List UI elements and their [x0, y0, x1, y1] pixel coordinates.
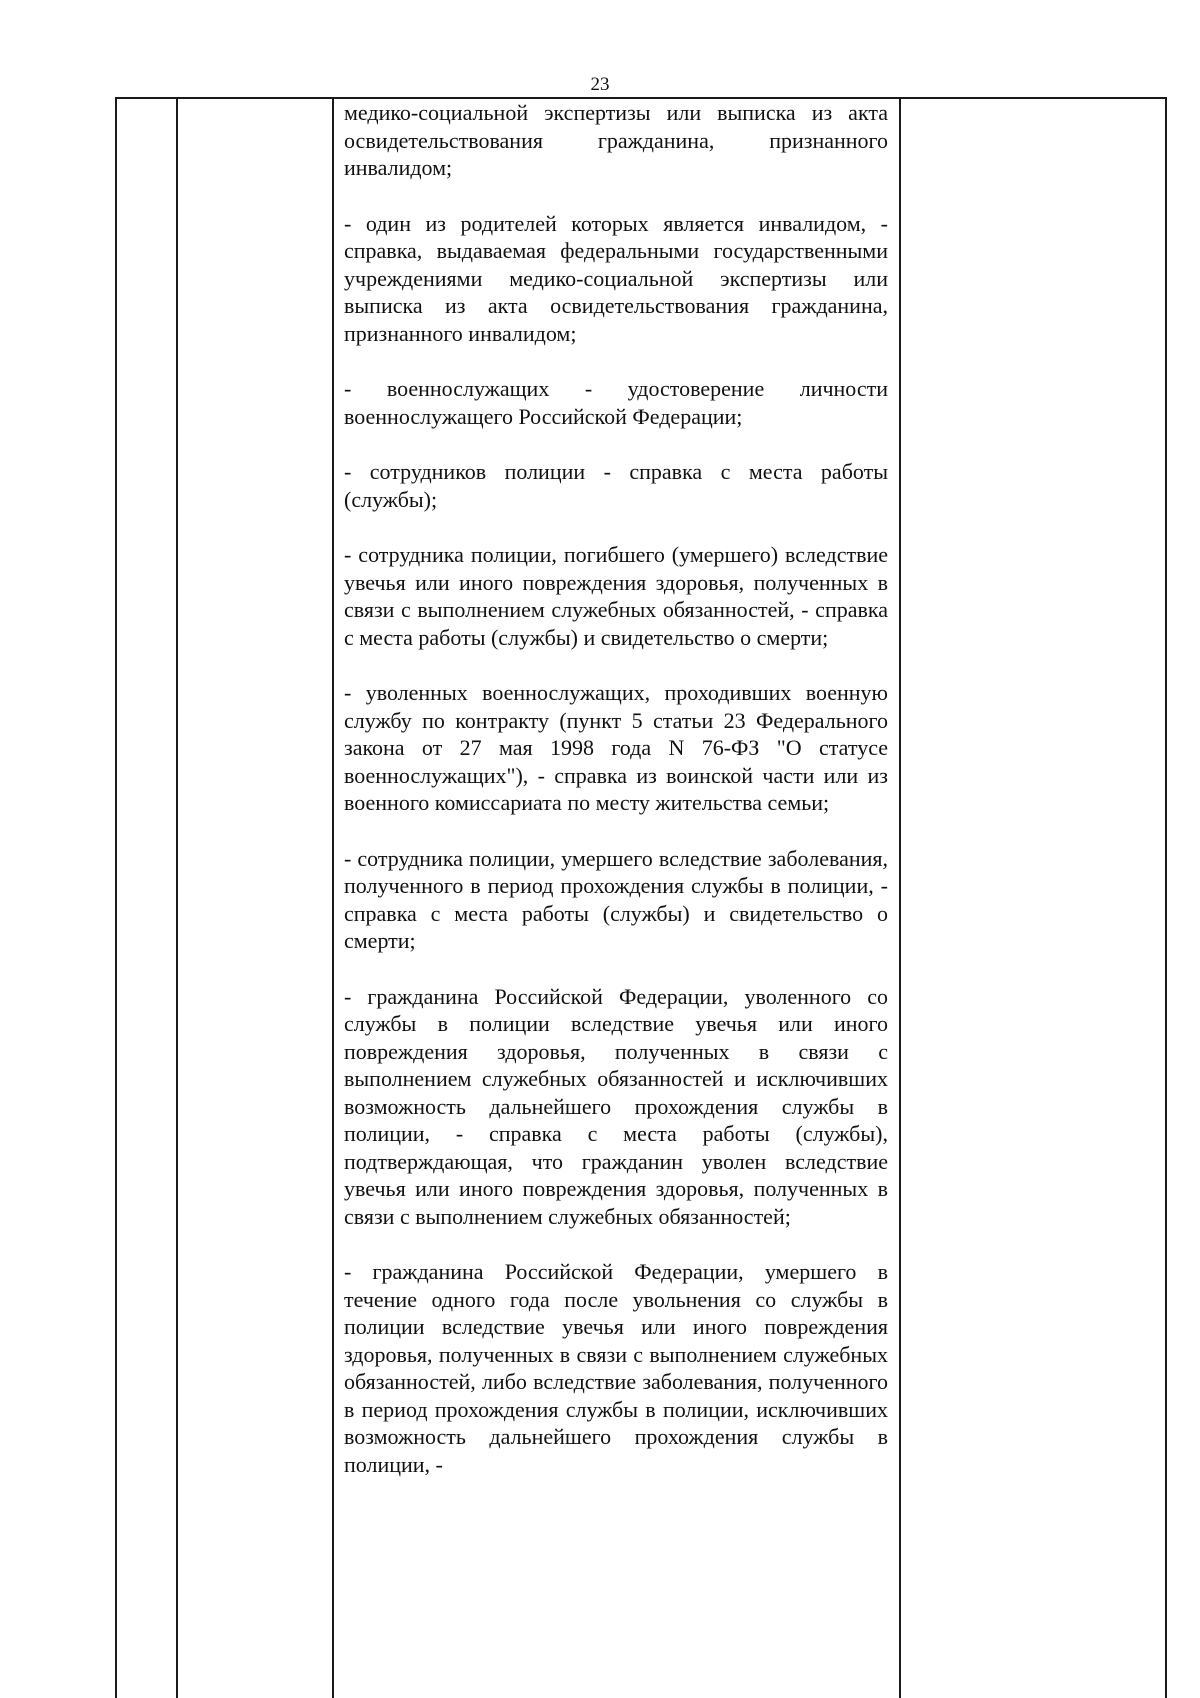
page-number: 23 — [590, 74, 610, 95]
paragraph: - военнослужащих - удостоверение личности военнослужащего Российской Федерации; — [344, 376, 888, 429]
table-column-border-3 — [332, 97, 334, 1698]
table-column-border-4 — [899, 97, 901, 1698]
paragraph: - сотрудника полиции, погибшего (умершего) вследствие увечья или иного повреждения здоровья, полученных в связи с выполнением служебных обязанностей, - справка с места работы (службы) и свидетельство о смерти; — [344, 542, 888, 650]
table-column-border-5 — [1165, 97, 1167, 1698]
paragraph: - уволенных военнослужащих, проходивших военную службу по контракту (пункт 5 статьи 23 Федерального закона от 27 мая 1998 года N 76-ФЗ "О статусе военнослужащих"), - справка из воинской части или из военного комиссариата по месту жительства семьи; — [344, 680, 888, 815]
paragraph: - гражданина Российской Федерации, умершего в течение одного года после увольнения со службы в полиции вследствие увечья или иного повреждения здоровья, полученных в связи с выполнением служебных обязанностей, либо вследствие заболевания, полученного в период прохождения службы в полиции, исключивших возможность дальнейшего прохождения службы в полиции, - — [344, 1259, 888, 1477]
paragraph: - гражданина Российской Федерации, уволенного со службы в полиции вследствие увечья или иного повреждения здоровья, полученных в связи с выполнением служебных обязанностей и исключивших возможность дальнейшего прохождения службы в полиции, - справка с места работы (службы), подтверждающая, что гражданин уволен вследствие увечья или иного повреждения здоровья, полученных в связи с выполнением служебных обязанностей; — [344, 983, 888, 1229]
table-column-border-1 — [115, 97, 117, 1698]
table-column-border-2 — [176, 97, 178, 1698]
paragraph: медико-социальной экспертизы или выписка из акта освидетельствования гражданина, признанного инвалидом; — [344, 100, 888, 180]
paragraph: - сотрудников полиции - справка с места работы (службы); — [344, 459, 888, 512]
table-cell-documents — [344, 99, 888, 1506]
paragraph: - сотрудника полиции, умершего вследствие заболевания, полученного в период прохождения службы в полиции, - справка с места работы (службы) и свидетельство о смерти; — [344, 845, 888, 953]
paragraph: - один из родителей которых является инвалидом, - справка, выдаваемая федеральными государственными учреждениями медико-социальной экспертизы или выписка из акта освидетельствования гражданина, признанного инвалидом; — [344, 210, 888, 346]
